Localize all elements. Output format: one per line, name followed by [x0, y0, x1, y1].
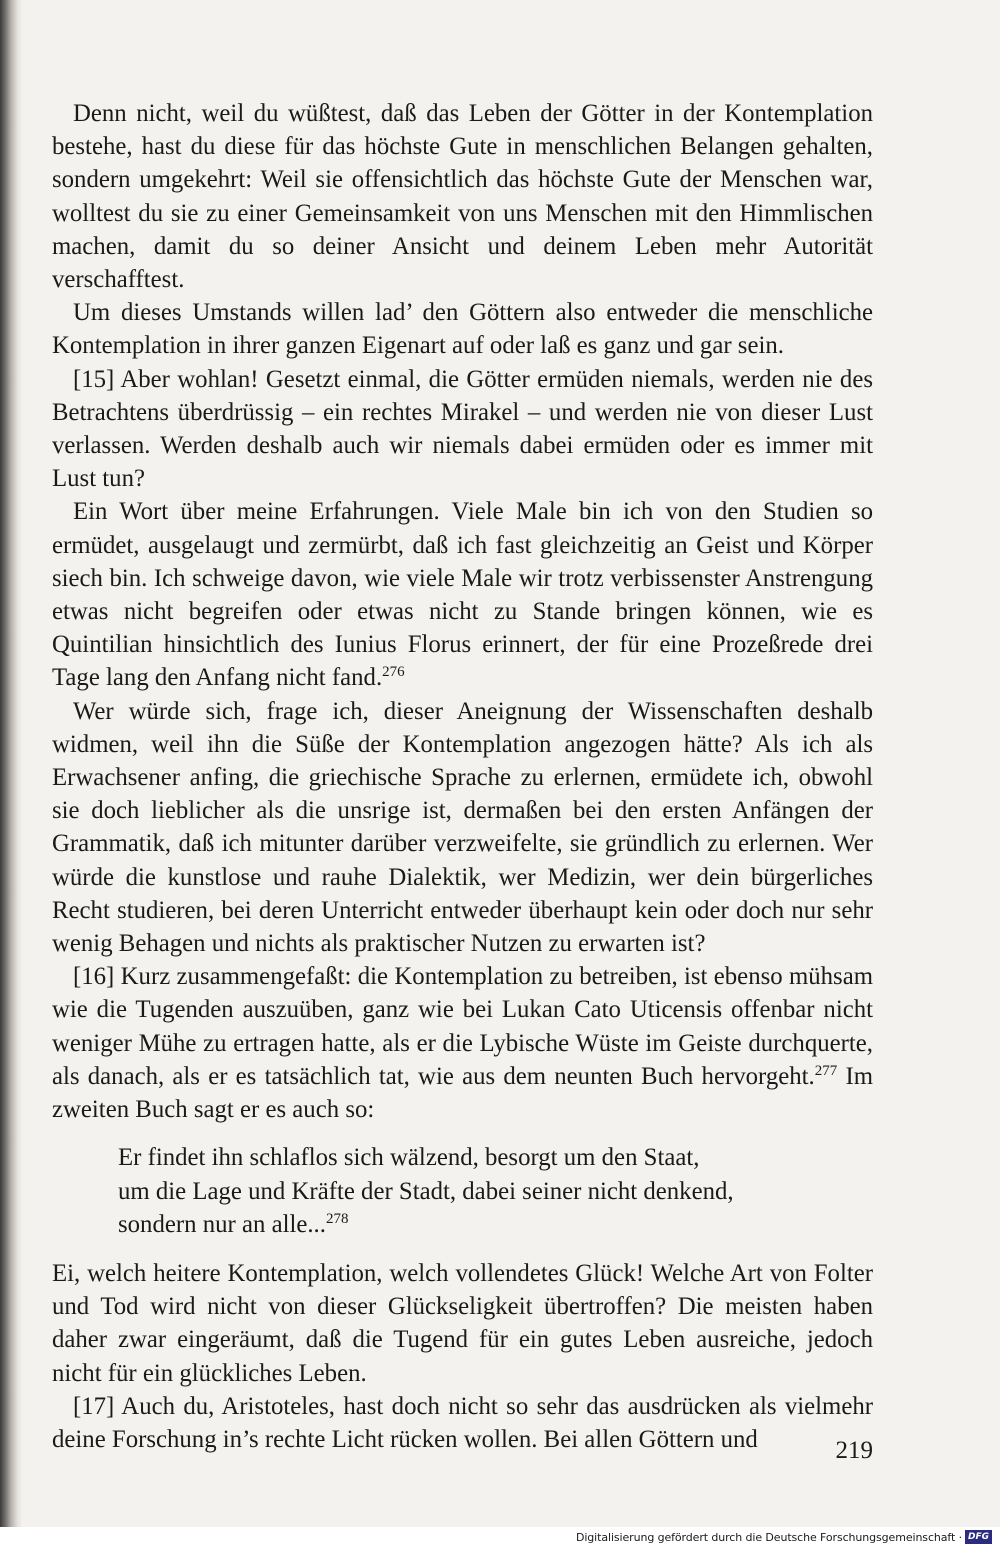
paragraph: [17] Auch du, Aristoteles, hast doch nicht so sehr das ausdrücken als vielmehr deine Forschung in’s rechte Licht rücken wollen. Bei allen Göttern und	[52, 1392, 873, 1453]
paragraph-text: [16] Kurz zusammengefaßt: die Kontemplation zu betreiben, ist ebenso mühsam wie die Tugenden auszuüben, ganz wie bei Lukan Cato Uticensis offenbar nicht weniger Mühe zu ertragen hatte, als er die Lybische Wüste im Geiste durchquerte, als danach, als er es tatsächlich tat, wie aus dem neunten Buch hervorgeht.	[52, 963, 873, 1090]
paragraph: Um dieses Umstands willen lad’ den Göttern also entweder die menschliche Kontemplation in ihrer ganzen Eigenart auf oder laß es ganz und gar sein.	[52, 299, 873, 360]
footnote-ref: 277	[814, 1062, 838, 1079]
paragraph: Wer würde sich, frage ich, dieser Aneignung der Wissenschaften deshalb widmen, weil ihn die Süße der Kontemplation angezogen hätte? Als ich als Erwachsener anfing, die griechische Sprache zu erlernen, ermüdete ich, obwohl sie doch lieblicher als die unsrige ist, dermaßen bei den ersten Anfängen der Grammatik, daß ich mitunter darüber verzweifelte, sie gründlich zu erlernen. Wer würde die kunstlose und rauhe Dialektik, wer Medizin, wer dein bürgerliches Recht studieren, bei deren Unterricht entweder überhaupt kein oder doch nur sehr wenig Behagen und nichts als praktischer Nutzen zu erwarten ist?	[52, 697, 873, 958]
paragraph	[52, 495, 873, 694]
verse-line: Er findet ihn schlaflos sich wälzend, besorgt um den Staat,	[118, 1144, 700, 1172]
footer-credit: Digitalisierung gefördert durch die Deutsche Forschungsgemeinschaft ·	[575, 1531, 962, 1544]
page-number: 219	[835, 1437, 873, 1464]
paragraph-text: Ein Wort über meine Erfahrungen. Viele Male bin ich von den Studien so ermüdet, ausgelaugt und zermürbt, daß ich fast gleichzeitig an Geist und Körper siech bin. Ich schweige davon, wie viele Male wir trotz verbissenster Anstrengung etwas nicht begreifen oder etwas nicht zu Stande bringen können, wie es Quintilian hinsichtlich des Iunius Florus erinnert, der für eine Prozeßrede drei Tage lang den Anfang nicht fand.	[52, 498, 873, 692]
verse-line: um die Lage und Kräfte der Stadt, dabei seiner nicht denkend,	[118, 1177, 734, 1205]
verse-quote	[118, 1141, 873, 1241]
verse-line	[118, 1208, 873, 1241]
verse-text: sondern nur an alle...	[118, 1210, 326, 1238]
footnote-ref: 278	[325, 1210, 349, 1227]
binding-shadow	[0, 0, 22, 1527]
dfg-logo-icon: DFG	[965, 1530, 992, 1544]
paragraph: Denn nicht, weil du wüßtest, daß das Leben der Götter in der Kontemplation bestehe, hast du diese für das höchste Gute in menschlichen Belangen gehalten, sondern umgekehrt: Weil sie offensichtlich das höchste Gute der Menschen war, wolltest du sie zu einer Gemeinsamkeit von uns Menschen mit den Himmlischen machen, damit du so deiner Ansicht und deinem Leben mehr Autorität verschafftest.	[52, 100, 873, 294]
paragraph: Ei, welch heitere Kontemplation, welch vollendetes Glück! Welche Art von Folter und Tod wird nicht von dieser Glückseligkeit übertroffen? Die meisten haben daher zwar eingeräumt, daß die Tugend für ein gutes Leben ausreiche, jedoch nicht für ein glückliches Leben.	[52, 1259, 873, 1387]
paragraph	[52, 960, 873, 1126]
paragraph-text: Im zweiten Buch sagt er es auch so:	[52, 1062, 874, 1124]
body-text	[52, 97, 873, 1456]
paragraph: [15] Aber wohlan! Gesetzt einmal, die Götter ermüden niemals, werden nie des Betrachtens überdrüssig – ein rechtes Mirakel – und werden nie von dieser Lust verlassen. Werden deshalb auch wir niemals dabei ermüden oder es immer mit Lust tun?	[52, 365, 873, 493]
digitization-footer	[0, 1527, 1000, 1549]
footnote-ref: 276	[382, 664, 405, 681]
